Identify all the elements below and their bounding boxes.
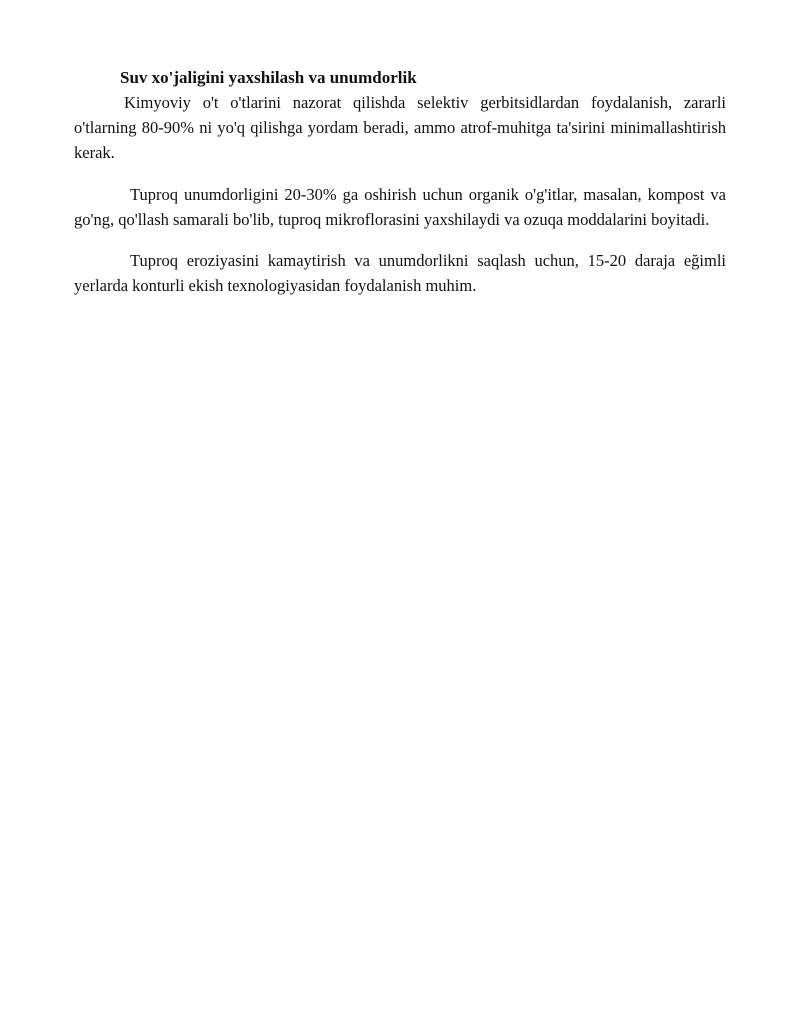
paragraph-herbicides: Kimyoviy o't o'tlarini nazorat qilishda selektiv gerbitsidlardan foydalanish, zararli o'tlarning 80-90% ni yo'q qilishga yordam beradi, ammo atrof-muhitga ta'sirini minimallashtirish kerak. bbox=[74, 93, 726, 162]
document-title: Suv xo'jaligini yaxshilash va unumdorlik bbox=[120, 68, 417, 87]
document-body bbox=[74, 66, 726, 298]
paragraph-organic-fertilizers: Tuproq unumdorligini 20-30% ga oshirish uchun organik o'g'itlar, masalan, kompost va go'ng, qo'llash samarali bo'lib, tuproq mikroflorasini yaxshilaydi va ozuqa moddalarini boyitadi. bbox=[74, 185, 726, 229]
paragraph-erosion-control: Tuproq eroziyasini kamaytirish va unumdorlikni saqlash uchun, 15-20 daraja eğimli yerlarda konturli ekish texnologiyasidan foydalanish muhim. bbox=[74, 251, 726, 295]
